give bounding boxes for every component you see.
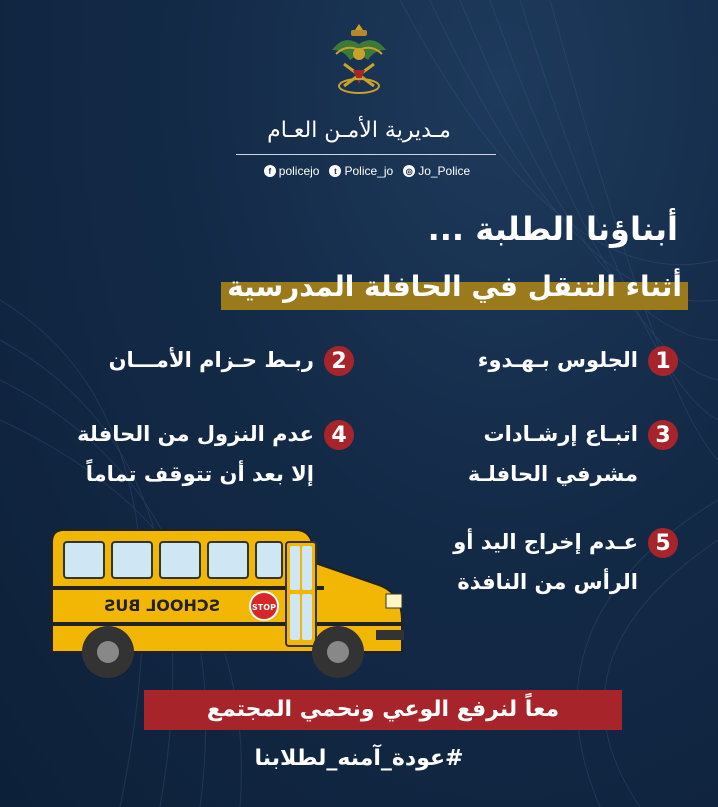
twitter-handle: Police_jo <box>344 164 394 178</box>
subheadline-banner <box>227 270 682 303</box>
school-bus-illustration <box>46 524 408 684</box>
tip-line: اتبـاع إرشـادات <box>483 422 638 446</box>
slogan-banner: معاً لنرفع الوعي ونحمي المجتمع <box>144 690 622 730</box>
tip-text <box>109 340 314 380</box>
tip-5 <box>453 528 678 602</box>
social-handles <box>232 164 502 178</box>
hashtag: #عودة_آمنه_لطلابنا <box>254 746 464 771</box>
tip-text <box>478 340 638 380</box>
tip-text <box>453 522 638 602</box>
instagram-icon: ◎ <box>403 165 415 177</box>
tip-text <box>77 414 314 494</box>
instagram-handle: Jo_Police <box>418 164 471 178</box>
tip-line: الجلوس بـهـدوء <box>477 348 638 372</box>
tip-number-badge: 2 <box>324 346 354 376</box>
tip-line: الرأس من النافذة <box>457 570 638 594</box>
tip-line: مشرفي الحافلـة <box>467 462 638 486</box>
tip-number-badge: 4 <box>324 420 354 450</box>
social-instagram <box>403 164 470 178</box>
tip-text <box>468 414 638 494</box>
tip-number-badge: 1 <box>648 346 678 376</box>
tip-number-badge: 5 <box>648 528 678 558</box>
tip-line: ربـط حـزام الأمـــان <box>108 348 314 372</box>
divider <box>236 154 496 155</box>
twitter-icon: t <box>329 165 341 177</box>
facebook-handle: policejo <box>278 164 320 178</box>
tip-line: عـدم إخراج اليد أو <box>453 530 638 554</box>
tip-line: إلا بعد أن تتوقف تماماً <box>85 462 314 486</box>
tip-line: عدم النزول من الحافلة <box>77 422 314 446</box>
tip-3 <box>468 420 678 494</box>
tip-2 <box>109 346 354 380</box>
tip-4 <box>77 420 354 494</box>
police-emblem-logo <box>324 20 394 100</box>
facebook-icon: f <box>264 165 276 177</box>
tip-number-badge: 3 <box>648 420 678 450</box>
subheadline: أثناء التنقل في الحافلة المدرسية <box>227 270 682 303</box>
social-twitter <box>329 164 393 178</box>
organization-name: مـديرية الأمـن العـام <box>267 118 451 143</box>
social-facebook <box>264 164 320 178</box>
headline: أبناؤنا الطلبة ... <box>427 210 678 248</box>
tip-1 <box>478 346 678 380</box>
bus-stop-sign-text: STOP <box>252 603 276 612</box>
bus-sign-text: SCHOOL BUS <box>103 596 221 615</box>
